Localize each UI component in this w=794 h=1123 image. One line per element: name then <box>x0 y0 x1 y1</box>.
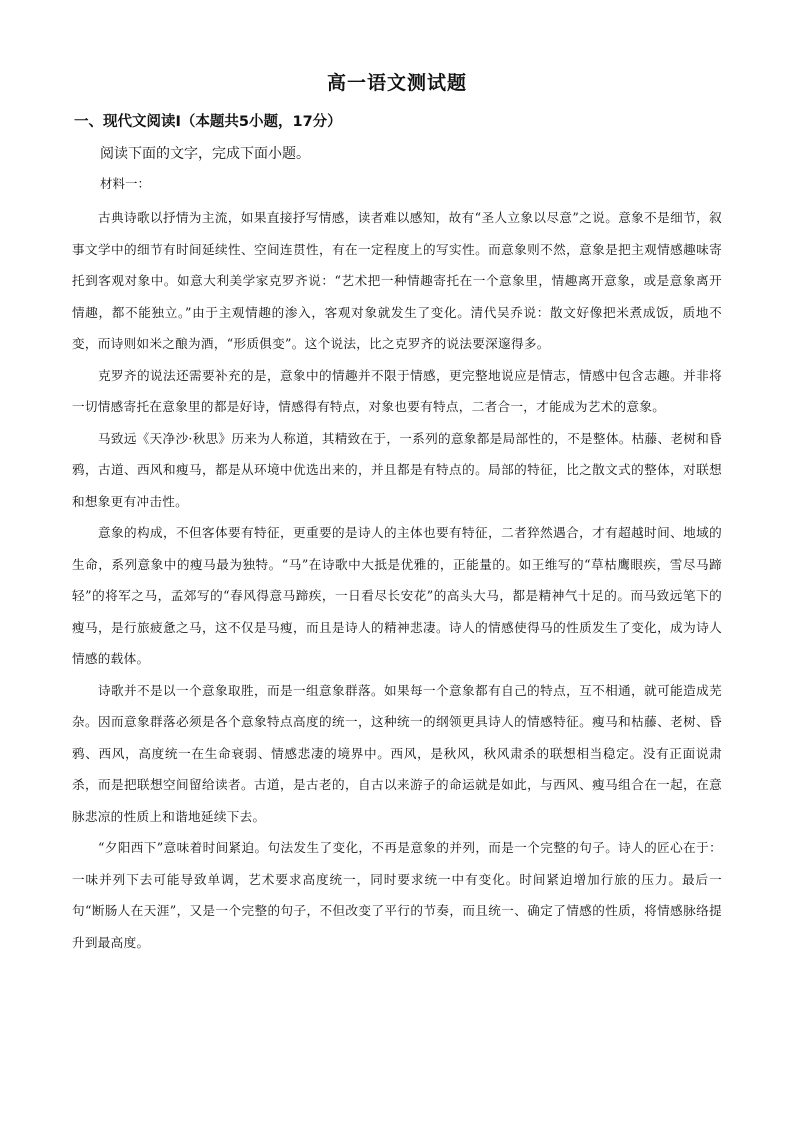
paragraph-2: 克罗齐的说法还需要补充的是，意象中的情趣并不限于情感，更完整地说应是情志，情感中包含志趣。并非将一切情感寄托在意象里的都是好诗，情感得有特点，对象也要有特点，二者合一，才能成为艺术的意象。 <box>72 367 722 414</box>
paragraph-3: 马致远《天净沙·秋思》历来为人称道，其精致在于，一系列的意象都是局部性的，不是整体。枯藤、老树和昏鸦，古道、西风和瘦马，都是从环境中优选出来的，并且都是有特点的。局部的特征，比之散文式的整体，对联想和想象更有冲击性。 <box>72 430 722 509</box>
paragraph-4: 意象的构成，不但客体要有特征，更重要的是诗人的主体也要有特征，二者猝然遇合，才有超越时间、地域的生命，系列意象中的瘦马最为独特。“马”在诗歌中大抵是优雅的，正能量的。如王维写的“草枯鹰眼疾，雪尽马蹄轻”的将军之马，孟郊写的“春风得意马蹄疾，一日看尽长安花”的高头大马，都是精神气十足的。而马致远笔下的瘦马，是行旅疲惫之马，这不仅是马瘦，而且是诗人的精神悲凄。诗人的情感使得马的性质发生了变化，成为诗人情感的载体。 <box>72 525 722 666</box>
reading-instruction: 阅读下面的文字，完成下面小题。 <box>100 146 310 162</box>
paragraph-1: 古典诗歌以抒情为主流，如果直接抒写情感，读者难以感知，故有“圣人立象以尽意”之说。意象不是细节，叙事文学中的细节有时间延续性、空间连贯性，有在一定程度上的写实性。而意象则不然，意象是把主观情感趣味寄托到客观对象中。如意大利美学家克罗齐说：“艺术把一种情趣寄托在一个意象里，情趣离开意象，或是意象离开情趣，都不能独立。”由于主观情趣的渗入，客观对象就发生了变化。清代吴乔说：散文好像把米煮成饭，质地不变，而诗则如米之酿为酒，“形质俱变”。这个说法，比之克罗齐的说法要深邃得多。 <box>72 210 722 351</box>
material-label: 材料一： <box>100 176 151 191</box>
page-title: 高一语文测试题 <box>326 72 467 94</box>
paragraph-5: 诗歌并不是以一个意象取胜，而是一组意象群落。如果每一个意象都有自己的特点，互不相通，就可能造成芜杂。因而意象群落必须是各个意象特点高度的统一，这种统一的纲领更具诗人的情感特征。瘦马和枯藤、老树、昏鸦、西风，高度统一在生命衰弱、情感悲凄的境界中。西风，是秋风，秋风肃杀的联想相当稳定。没有正面说肃杀，而是把联想空间留给读者。古道，是古老的，自古以来游子的命运就是如此，与西风、瘦马组合在一起，在意脉悲凉的性质上和谐地延续下去。 <box>72 682 722 824</box>
section-heading: 一、现代文阅读Ⅰ（本题共5小题，17分） <box>74 114 342 130</box>
paragraph-6: “夕阳西下”意味着时间紧迫。句法发生了变化，不再是意象的并列，而是一个完整的句子。诗人的匠心在于：一味并列下去可能导致单调，艺术要求高度统一，同时要求统一中有变化。时间紧迫增加行旅的压力。最后一句“断肠人在天涯”，又是一个完整的句子，不但改变了平行的节奏，而且统一、确定了情感的性质，将情感脉络提升到最高度。 <box>72 840 722 950</box>
